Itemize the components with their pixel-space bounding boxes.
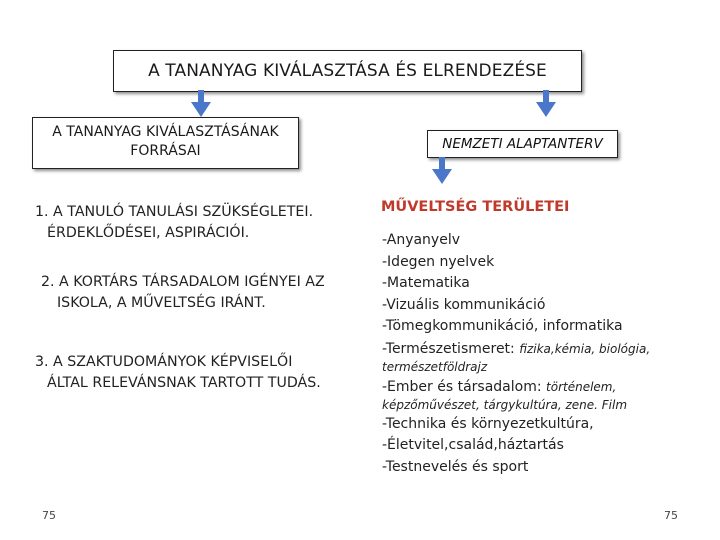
down-arrow-icon: [189, 90, 213, 118]
area-item: -Vizuális kommunikáció: [382, 296, 546, 313]
source-item: [35, 202, 355, 244]
source-item-line1: 3. A SZAKTUDOMÁNYOK KÉPVISELŐI: [35, 354, 293, 370]
areas-title: MŰVELTSÉG TERÜLETEI: [381, 199, 570, 215]
page-number: 75: [664, 509, 678, 522]
area-item: -Matematika: [382, 275, 470, 291]
sources-box: [32, 117, 299, 169]
area-item-label: -Természetismeret:: [382, 340, 515, 357]
area-item: -Tömegkommunikáció, informatika: [382, 318, 623, 334]
source-item: [35, 352, 375, 394]
area-item: -Életvitel,család,háztartás: [382, 437, 564, 453]
areas-list: [382, 230, 712, 478]
area-item-note: történelem,: [546, 379, 617, 394]
area-item-note: képzőművészet, tárgykultúra, zene. Film: [382, 397, 628, 412]
area-item: -Anyanyelv: [382, 232, 461, 248]
area-item: -Idegen nyelvek: [382, 253, 495, 270]
area-item-note: természetföldrajz: [382, 359, 488, 374]
sources-box-line1: A TANANYAG KIVÁLASZTÁSÁNAK: [52, 124, 279, 140]
source-item-line1: 2. A KORTÁRS TÁRSADALOM IGÉNYEI AZ: [41, 274, 325, 290]
source-item-line1: 1. A TANULÓ TANULÁSI SZÜKSÉGLETEI.: [35, 204, 314, 220]
sources-box-line2: FORRÁSAI: [130, 143, 201, 159]
down-arrow-icon: [430, 157, 454, 185]
slide-title: A TANANYAG KIVÁLASZTÁSA ÉS ELRENDEZÉSE: [113, 50, 582, 92]
national-curriculum-box: NEMZETI ALAPTANTERV: [427, 130, 618, 158]
page-number: 75: [42, 509, 56, 522]
down-arrow-icon: [534, 90, 558, 118]
area-item: -Technika és környezetkultúra,: [382, 415, 594, 432]
source-item-line2: ÁLTAL RELEVÁNSNAK TARTOTT TUDÁS.: [47, 375, 321, 391]
source-item-line2: ISKOLA, A MŰVELTSÉG IRÁNT.: [57, 295, 266, 311]
area-item: [382, 376, 712, 414]
source-item-line2: ÉRDEKLŐDÉSEI, ASPIRÁCIÓI.: [47, 225, 250, 241]
area-item-note: fizika,kémia, biológia,: [519, 341, 651, 356]
area-item: [382, 338, 712, 376]
area-item: -Testnevelés és sport: [382, 458, 529, 475]
source-item: [41, 272, 371, 314]
area-item-label: -Ember és társadalom:: [382, 378, 542, 395]
